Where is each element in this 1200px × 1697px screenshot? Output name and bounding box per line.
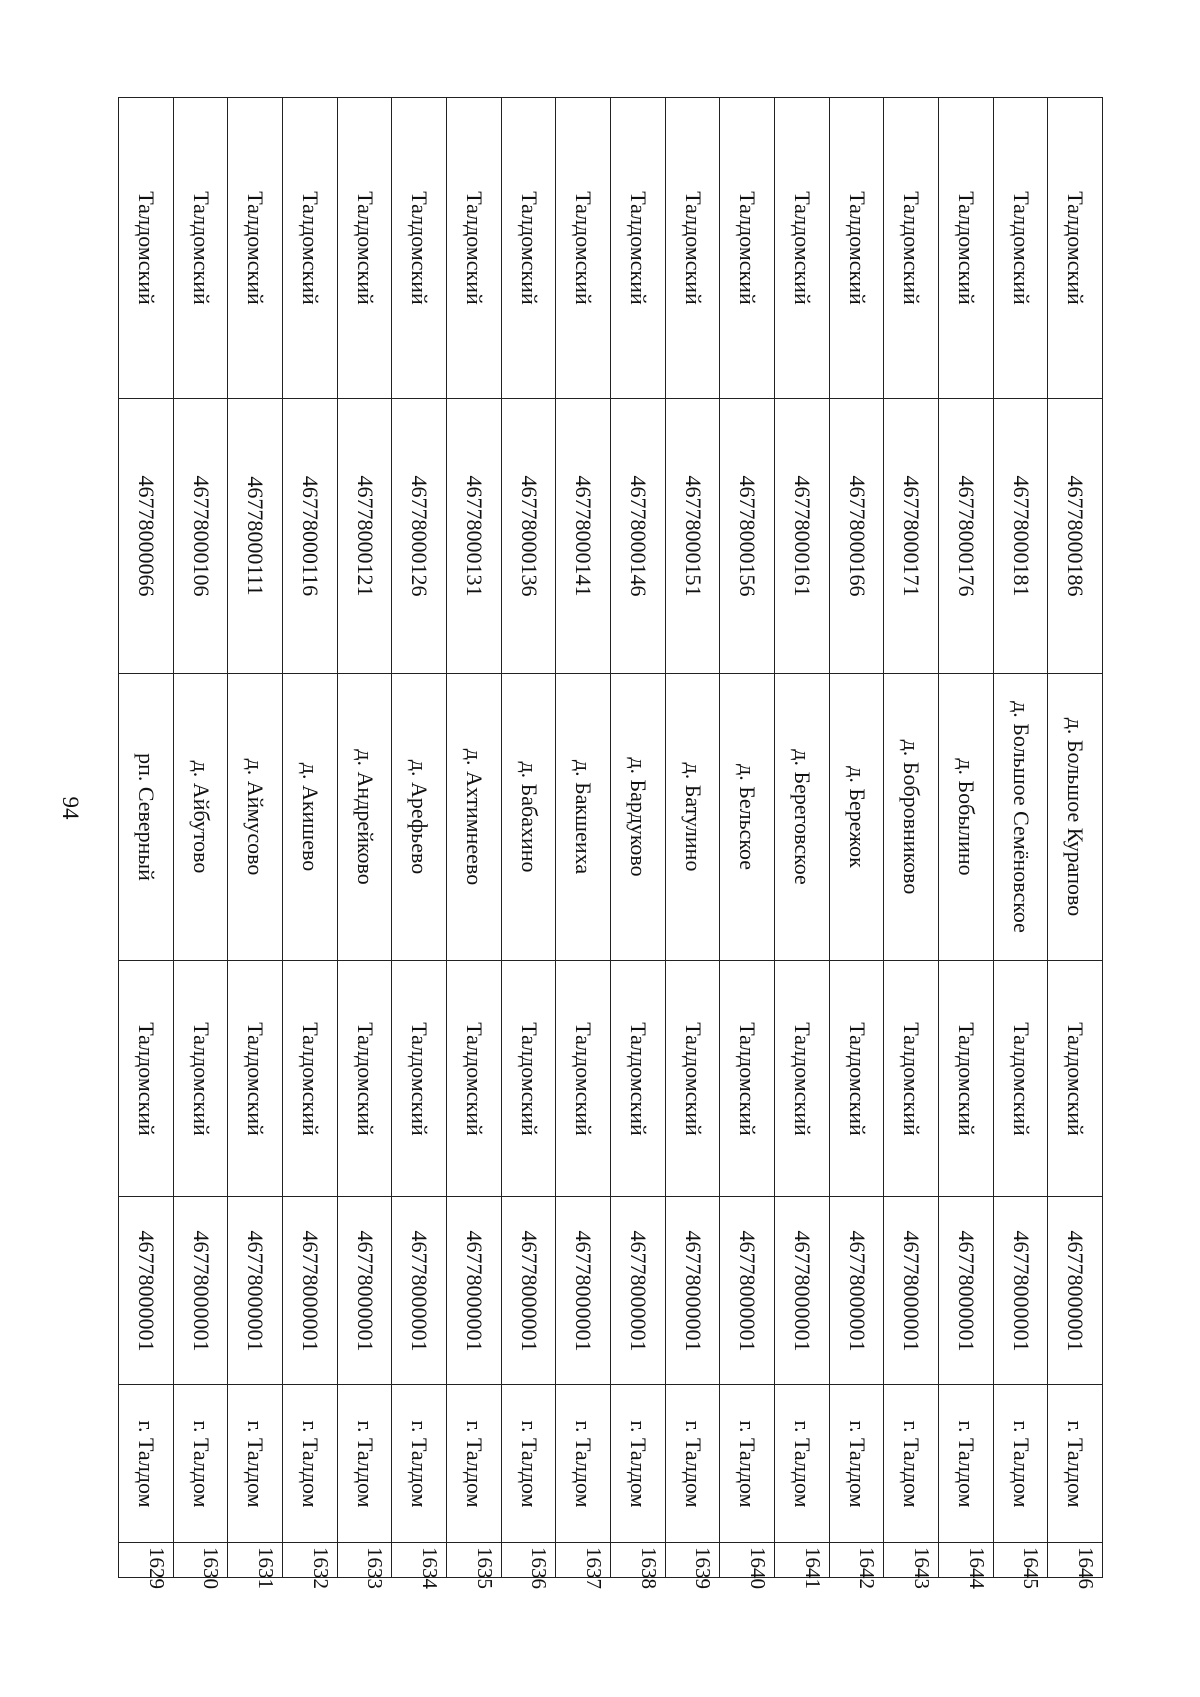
row-number-cell xyxy=(447,1543,501,1589)
city-cell xyxy=(994,1385,1048,1543)
city-code-cell xyxy=(283,1197,337,1385)
table-row xyxy=(1048,98,1102,1589)
district-cell-text: Талдомский xyxy=(680,191,706,305)
municipality-cell-text: Талдомский xyxy=(789,1021,815,1136)
city-cell xyxy=(392,1385,446,1543)
place-code-cell-text: 46778000106 xyxy=(188,475,214,597)
row-number-cell-text: 1646 xyxy=(1074,1547,1099,1589)
place-code-cell xyxy=(228,399,282,674)
place-name-cell-text: д. Большое Курапово xyxy=(1063,717,1089,917)
place-code-cell xyxy=(447,399,501,674)
place-code-cell xyxy=(611,399,665,674)
city-code-cell-text: 46778000001 xyxy=(1008,1230,1034,1351)
municipality-cell-text: Талдомский xyxy=(352,1021,378,1136)
city-cell-text: г. Талдом xyxy=(625,1419,651,1508)
row-number-cell-text: 1636 xyxy=(527,1547,552,1589)
table-row xyxy=(611,98,666,1589)
city-cell xyxy=(447,1385,501,1543)
place-code-cell xyxy=(1048,399,1102,674)
city-code-cell xyxy=(939,1197,993,1385)
municipality-cell xyxy=(338,961,392,1197)
row-number-cell-text: 1632 xyxy=(308,1547,333,1589)
city-code-cell-text: 46778000001 xyxy=(625,1230,651,1351)
place-code-cell xyxy=(502,399,556,674)
municipality-cell xyxy=(611,961,665,1197)
city-cell xyxy=(119,1385,173,1543)
place-name-cell-text: д. Аймусово xyxy=(243,758,269,876)
city-code-cell-text: 46778000001 xyxy=(461,1230,487,1351)
city-cell xyxy=(502,1385,556,1543)
place-code-cell-text: 46778000181 xyxy=(1008,475,1034,597)
city-code-cell xyxy=(775,1197,829,1385)
city-cell xyxy=(338,1385,392,1543)
municipality-cell-text: Талдомский xyxy=(297,1021,323,1136)
row-number-cell xyxy=(502,1543,556,1589)
place-code-cell-text: 46778000136 xyxy=(516,475,542,597)
place-code-cell xyxy=(830,399,884,674)
city-code-cell-text: 46778000001 xyxy=(789,1230,815,1351)
city-cell-text: г. Талдом xyxy=(297,1419,323,1508)
municipality-cell-text: Талдомский xyxy=(899,1021,925,1136)
row-number-cell xyxy=(720,1543,774,1589)
city-cell-text: г. Талдом xyxy=(899,1419,925,1508)
row-number-cell-text: 1638 xyxy=(636,1547,661,1589)
city-cell-text: г. Талдом xyxy=(516,1419,542,1508)
place-name-cell-text: д. Айбутово xyxy=(188,760,214,874)
place-name-cell-text: д. Бакшеиха xyxy=(571,759,597,875)
city-cell xyxy=(939,1385,993,1543)
municipality-cell-text: Талдомский xyxy=(243,1021,269,1136)
district-cell-text: Талдомский xyxy=(133,191,159,305)
district-cell xyxy=(447,98,501,399)
place-code-cell xyxy=(666,399,720,674)
district-cell xyxy=(174,98,228,399)
district-cell xyxy=(119,98,173,399)
municipality-cell xyxy=(775,961,829,1197)
municipality-cell-text: Талдомский xyxy=(188,1021,214,1136)
city-cell-text: г. Талдом xyxy=(461,1419,487,1508)
place-code-cell-text: 46778000116 xyxy=(297,475,323,597)
place-code-cell-text: 46778000066 xyxy=(133,475,159,597)
row-number-cell-text: 1642 xyxy=(855,1547,880,1589)
city-cell-text: г. Талдом xyxy=(953,1419,979,1508)
table-row xyxy=(830,98,885,1589)
municipality-cell-text: Талдомский xyxy=(680,1021,706,1136)
city-cell xyxy=(1048,1385,1102,1543)
district-cell-text: Талдомский xyxy=(461,191,487,305)
city-code-cell xyxy=(447,1197,501,1385)
city-cell xyxy=(611,1385,665,1543)
table-row xyxy=(720,98,775,1589)
district-cell xyxy=(611,98,665,399)
place-name-cell-text: д. Арефьево xyxy=(407,759,433,875)
district-cell-text: Талдомский xyxy=(297,191,323,305)
row-number-cell xyxy=(775,1543,829,1589)
place-name-cell xyxy=(174,674,228,961)
row-number-cell-text: 1645 xyxy=(1019,1547,1044,1589)
row-number-cell xyxy=(611,1543,665,1589)
district-cell-text: Талдомский xyxy=(735,191,761,305)
place-code-cell-text: 46778000121 xyxy=(352,475,378,597)
district-cell xyxy=(392,98,446,399)
city-code-cell xyxy=(611,1197,665,1385)
district-cell-text: Талдомский xyxy=(844,191,870,305)
municipality-cell-text: Талдомский xyxy=(461,1021,487,1136)
row-number-cell-text: 1639 xyxy=(691,1547,716,1589)
city-cell-text: г. Талдом xyxy=(1063,1419,1089,1508)
page-number: 94 xyxy=(58,796,83,820)
city-code-cell-text: 46778000001 xyxy=(352,1230,378,1351)
district-cell-text: Талдомский xyxy=(1008,191,1034,305)
table-row xyxy=(392,98,447,1589)
row-number-cell-text: 1637 xyxy=(582,1547,607,1589)
district-cell xyxy=(666,98,720,399)
place-name-cell-text: д. Бабахино xyxy=(516,761,542,873)
city-code-cell-text: 46778000001 xyxy=(1063,1230,1089,1351)
municipality-cell xyxy=(994,961,1048,1197)
row-number-cell xyxy=(338,1543,392,1589)
city-cell xyxy=(283,1385,337,1543)
city-cell xyxy=(720,1385,774,1543)
municipality-cell xyxy=(228,961,282,1197)
municipality-cell xyxy=(830,961,884,1197)
row-number-cell-text: 1644 xyxy=(964,1547,989,1589)
city-code-cell-text: 46778000001 xyxy=(297,1230,323,1351)
city-cell-text: г. Талдом xyxy=(407,1419,433,1508)
row-number-cell xyxy=(830,1543,884,1589)
place-code-cell xyxy=(720,399,774,674)
municipality-cell-text: Талдомский xyxy=(571,1021,597,1136)
district-cell-text: Талдомский xyxy=(352,191,378,305)
district-cell-text: Талдомский xyxy=(899,191,925,305)
place-code-cell-text: 46778000141 xyxy=(571,475,597,597)
city-cell xyxy=(666,1385,720,1543)
district-cell-text: Талдомский xyxy=(571,191,597,305)
municipality-cell xyxy=(720,961,774,1197)
row-number-cell-text: 1630 xyxy=(199,1547,224,1589)
row-number-cell xyxy=(174,1543,228,1589)
district-cell-text: Талдомский xyxy=(188,191,214,305)
row-number-cell-text: 1640 xyxy=(746,1547,771,1589)
place-code-cell xyxy=(884,399,938,674)
row-number-cell-text: 1635 xyxy=(472,1547,497,1589)
table-row xyxy=(666,98,721,1589)
city-code-cell-text: 46778000001 xyxy=(735,1230,761,1351)
district-cell xyxy=(720,98,774,399)
place-name-cell xyxy=(119,674,173,961)
city-code-cell-text: 46778000001 xyxy=(407,1230,433,1351)
district-cell-text: Талдомский xyxy=(625,191,651,305)
row-number-cell xyxy=(666,1543,720,1589)
district-cell xyxy=(283,98,337,399)
city-cell xyxy=(775,1385,829,1543)
place-code-cell-text: 46778000161 xyxy=(789,475,815,597)
place-code-cell-text: 46778000166 xyxy=(844,475,870,597)
municipality-cell xyxy=(119,961,173,1197)
table-row xyxy=(338,98,393,1589)
row-number-cell-text: 1631 xyxy=(254,1547,279,1589)
city-cell-text: г. Талдом xyxy=(1008,1419,1034,1508)
place-code-cell-text: 46778000131 xyxy=(461,475,487,597)
district-cell xyxy=(830,98,884,399)
place-name-cell xyxy=(228,674,282,961)
municipality-cell xyxy=(174,961,228,1197)
place-name-cell-text: д. Бобровниково xyxy=(899,739,925,895)
place-name-cell-text: д. Большое Семёновское xyxy=(1008,701,1034,933)
district-cell xyxy=(556,98,610,399)
row-number-cell-text: 1643 xyxy=(910,1547,935,1589)
city-code-cell-text: 46778000001 xyxy=(516,1230,542,1351)
place-code-cell xyxy=(775,399,829,674)
place-name-cell xyxy=(611,674,665,961)
row-number-cell xyxy=(119,1543,173,1589)
row-number-cell-text: 1641 xyxy=(800,1547,825,1589)
place-name-cell xyxy=(447,674,501,961)
place-name-cell-text: д. Береговское xyxy=(789,749,815,885)
place-code-cell xyxy=(338,399,392,674)
place-code-cell xyxy=(174,399,228,674)
table-row xyxy=(775,98,830,1589)
city-code-cell xyxy=(720,1197,774,1385)
city-code-cell xyxy=(119,1197,173,1385)
place-code-cell xyxy=(994,399,1048,674)
table-row xyxy=(556,98,611,1589)
row-number-cell xyxy=(556,1543,610,1589)
municipality-cell xyxy=(502,961,556,1197)
city-code-cell-text: 46778000001 xyxy=(188,1230,214,1351)
municipality-cell xyxy=(392,961,446,1197)
city-code-cell-text: 46778000001 xyxy=(899,1230,925,1351)
table-row xyxy=(228,98,283,1589)
city-code-cell xyxy=(884,1197,938,1385)
place-name-cell xyxy=(392,674,446,961)
district-cell-text: Талдомский xyxy=(243,191,269,305)
city-code-cell xyxy=(1048,1197,1102,1385)
municipality-cell-text: Талдомский xyxy=(516,1021,542,1136)
table-row xyxy=(884,98,939,1589)
place-name-cell xyxy=(775,674,829,961)
settlements-table xyxy=(118,97,1103,1589)
district-cell xyxy=(884,98,938,399)
municipality-cell-text: Талдомский xyxy=(407,1021,433,1136)
table-row xyxy=(939,98,994,1589)
table-row xyxy=(283,98,338,1589)
row-number-cell xyxy=(1048,1543,1102,1589)
district-cell xyxy=(228,98,282,399)
place-name-cell xyxy=(666,674,720,961)
municipality-cell xyxy=(939,961,993,1197)
place-name-cell xyxy=(830,674,884,961)
city-code-cell xyxy=(666,1197,720,1385)
city-code-cell xyxy=(392,1197,446,1385)
place-name-cell xyxy=(283,674,337,961)
city-cell-text: г. Талдом xyxy=(571,1419,597,1508)
place-name-cell-text: д. Бережок xyxy=(844,766,870,868)
district-cell-text: Талдомский xyxy=(1063,191,1089,305)
place-code-cell-text: 46778000176 xyxy=(953,475,979,597)
city-code-cell-text: 46778000001 xyxy=(243,1230,269,1351)
place-code-cell xyxy=(939,399,993,674)
row-number-cell-text: 1629 xyxy=(144,1547,169,1589)
row-number-cell xyxy=(884,1543,938,1589)
city-cell-text: г. Талдом xyxy=(789,1419,815,1508)
place-code-cell-text: 46778000146 xyxy=(625,475,651,597)
row-number-cell xyxy=(939,1543,993,1589)
place-name-cell xyxy=(338,674,392,961)
table-row xyxy=(502,98,557,1589)
district-cell xyxy=(775,98,829,399)
place-code-cell xyxy=(283,399,337,674)
municipality-cell xyxy=(447,961,501,1197)
city-code-cell xyxy=(228,1197,282,1385)
place-code-cell-text: 46778000151 xyxy=(680,475,706,597)
municipality-cell-text: Талдомский xyxy=(1008,1021,1034,1136)
place-name-cell xyxy=(556,674,610,961)
place-name-cell xyxy=(502,674,556,961)
city-cell xyxy=(884,1385,938,1543)
municipality-cell-text: Талдомский xyxy=(844,1021,870,1136)
city-code-cell xyxy=(174,1197,228,1385)
city-cell-text: г. Талдом xyxy=(133,1419,159,1508)
city-cell xyxy=(174,1385,228,1543)
place-name-cell xyxy=(994,674,1048,961)
place-code-cell-text: 46778000186 xyxy=(1063,475,1089,597)
table-row xyxy=(447,98,502,1589)
city-code-cell-text: 46778000001 xyxy=(680,1230,706,1351)
municipality-cell-text: Талдомский xyxy=(625,1021,651,1136)
city-cell-text: г. Талдом xyxy=(243,1419,269,1508)
city-code-cell xyxy=(502,1197,556,1385)
city-code-cell-text: 46778000001 xyxy=(133,1230,159,1351)
place-code-cell xyxy=(556,399,610,674)
city-cell xyxy=(228,1385,282,1543)
place-code-cell xyxy=(119,399,173,674)
table-row xyxy=(994,98,1049,1589)
municipality-cell xyxy=(556,961,610,1197)
city-code-cell-text: 46778000001 xyxy=(571,1230,597,1351)
municipality-cell xyxy=(1048,961,1102,1197)
city-cell xyxy=(830,1385,884,1543)
district-cell-text: Талдомский xyxy=(953,191,979,305)
city-cell xyxy=(556,1385,610,1543)
place-name-cell xyxy=(720,674,774,961)
district-cell xyxy=(338,98,392,399)
municipality-cell-text: Талдомский xyxy=(953,1021,979,1136)
place-name-cell-text: д. Бардуково xyxy=(625,757,651,877)
district-cell xyxy=(502,98,556,399)
place-name-cell-text: д. Бобылино xyxy=(953,758,979,876)
place-code-cell xyxy=(392,399,446,674)
row-number-cell xyxy=(228,1543,282,1589)
place-name-cell xyxy=(1048,674,1102,961)
row-number-cell xyxy=(392,1543,446,1589)
municipality-cell xyxy=(666,961,720,1197)
district-cell xyxy=(994,98,1048,399)
city-code-cell xyxy=(556,1197,610,1385)
place-name-cell-text: д. Ахтимнеево xyxy=(461,748,487,886)
row-number-cell-text: 1633 xyxy=(363,1547,388,1589)
city-code-cell xyxy=(994,1197,1048,1385)
row-number-cell-text: 1634 xyxy=(418,1547,443,1589)
table-row xyxy=(174,98,229,1589)
place-name-cell xyxy=(939,674,993,961)
place-name-cell-text: д. Андрейково xyxy=(352,749,378,885)
city-cell-text: г. Талдом xyxy=(844,1419,870,1508)
municipality-cell-text: Талдомский xyxy=(1063,1021,1089,1136)
city-cell-text: г. Талдом xyxy=(680,1419,706,1508)
city-cell-text: г. Талдом xyxy=(352,1419,378,1508)
district-cell-text: Талдомский xyxy=(407,191,433,305)
district-cell xyxy=(1048,98,1102,399)
municipality-cell-text: Талдомский xyxy=(735,1021,761,1136)
table-row xyxy=(119,98,174,1589)
municipality-cell xyxy=(283,961,337,1197)
place-code-cell-text: 46778000111 xyxy=(243,476,269,596)
city-code-cell xyxy=(830,1197,884,1385)
row-number-cell xyxy=(994,1543,1048,1589)
city-cell-text: г. Талдом xyxy=(735,1419,761,1508)
district-cell-text: Талдомский xyxy=(516,191,542,305)
place-name-cell xyxy=(884,674,938,961)
place-name-cell-text: д. Батулино xyxy=(680,762,706,872)
city-code-cell-text: 46778000001 xyxy=(953,1230,979,1351)
place-code-cell-text: 46778000126 xyxy=(407,475,433,597)
district-cell-text: Талдомский xyxy=(789,191,815,305)
place-name-cell-text: д. Акишево xyxy=(297,762,323,872)
district-cell xyxy=(939,98,993,399)
row-number-cell xyxy=(283,1543,337,1589)
municipality-cell-text: Талдомский xyxy=(133,1021,159,1136)
place-code-cell-text: 46778000171 xyxy=(899,475,925,597)
city-code-cell-text: 46778000001 xyxy=(844,1230,870,1351)
place-code-cell-text: 46778000156 xyxy=(735,475,761,597)
place-name-cell-text: д. Бельское xyxy=(735,764,761,870)
place-name-cell-text: рп. Северный xyxy=(133,753,159,881)
city-cell-text: г. Талдом xyxy=(188,1419,214,1508)
city-code-cell xyxy=(338,1197,392,1385)
municipality-cell xyxy=(884,961,938,1197)
